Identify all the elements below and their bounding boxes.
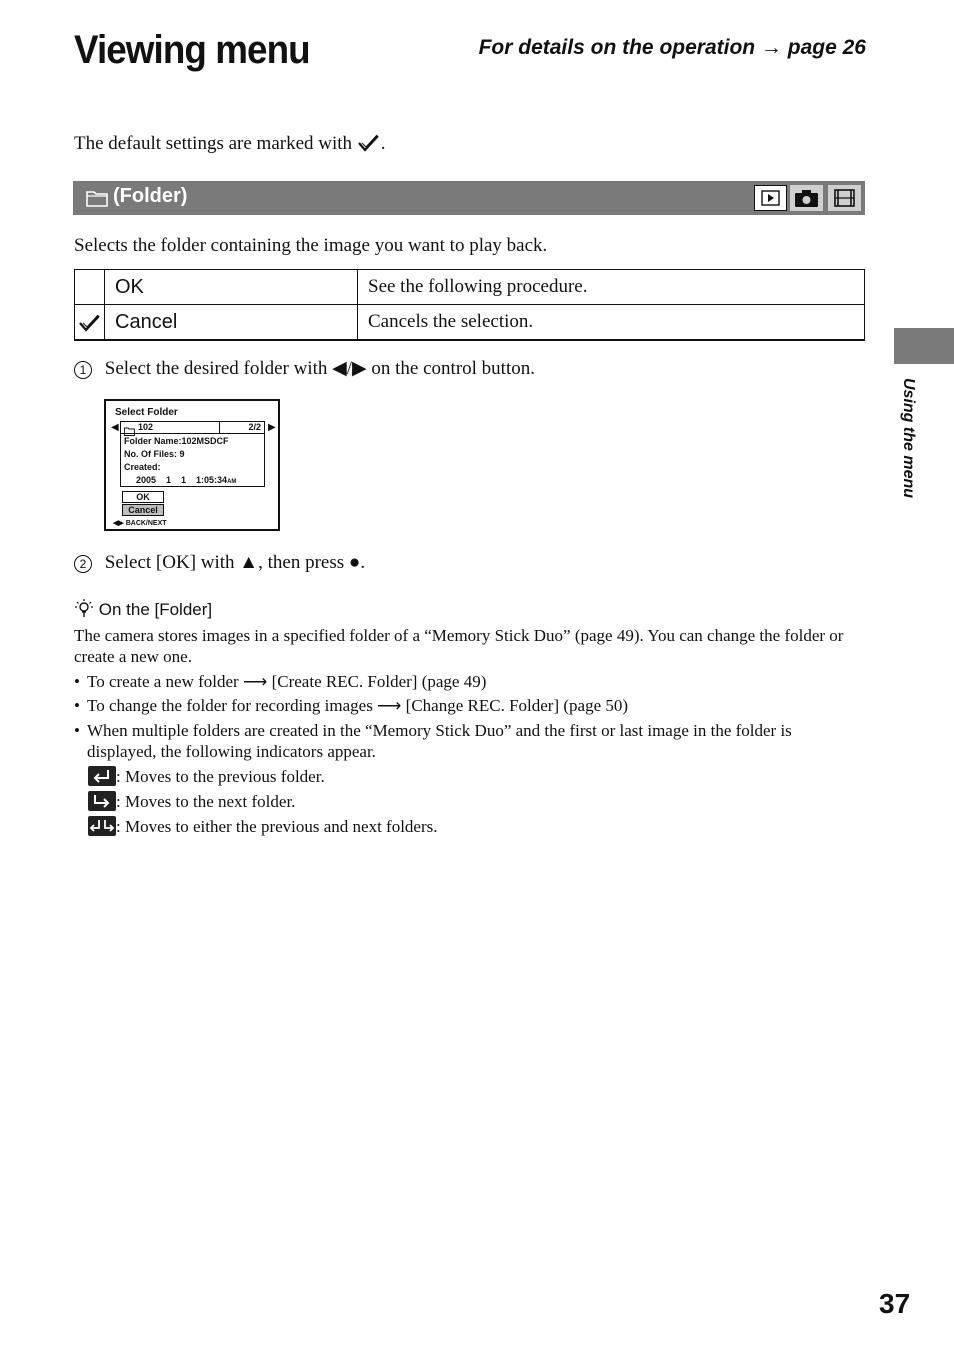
screen-ok-button: OK <box>122 491 164 503</box>
created-label: Created: <box>124 462 161 472</box>
check-icon <box>357 133 381 159</box>
screen-cancel-button: Cancel <box>122 504 164 516</box>
tip-bullet: • To change the folder for recording images ⟶ [Change REC. Folder] (page 50) <box>74 696 629 715</box>
folder-row <box>121 422 264 434</box>
camera-screen-illustration <box>104 399 280 531</box>
options-table <box>74 269 865 341</box>
default-marker-cell <box>75 270 105 305</box>
folder-number: 102 <box>138 422 154 432</box>
default-marker-cell <box>75 305 105 341</box>
left-arrow-icon: ◀ <box>111 422 119 433</box>
file-count: No. Of Files: 9 <box>124 449 185 459</box>
step-number: 1 <box>74 361 92 379</box>
prev-folder-icon <box>88 766 116 786</box>
movie-mode-icon <box>828 185 861 211</box>
section-header-bar <box>73 181 865 215</box>
camera-mode-icon <box>790 185 823 211</box>
side-tab-marker <box>894 328 954 364</box>
prev-next-folder-icon <box>88 816 116 836</box>
screen-nav-hint: ◀▶ BACK/NEXT <box>113 520 167 527</box>
next-folder-icon <box>88 791 116 811</box>
playback-mode-icon <box>754 185 787 211</box>
tip-heading: On the [Folder] <box>74 598 212 623</box>
created-date: 2005 1 1 1:05:34AM <box>136 475 237 485</box>
tip-bullet: • To create a new folder ⟶ [Create REC. Folder] (page 49) <box>74 672 487 691</box>
page-number: 37 <box>879 1288 911 1319</box>
table-row <box>75 270 865 305</box>
option-description: See the following procedure. <box>358 270 865 305</box>
indicator-row: : Moves to the next folder. <box>88 791 295 812</box>
section-description: Selects the folder containing the image you want to play back. <box>74 235 548 256</box>
tip-bullet: • When multiple folders are created in the “Memory Stick Duo” and the first or last image in the folder is displayed, the following indicators appear. <box>74 721 792 761</box>
right-arrow-icon: ▶ <box>268 422 276 433</box>
indicator-row: : Moves to the previous folder. <box>88 766 325 787</box>
step-text: Select [OK] with ▲, then press ●. <box>104 552 366 573</box>
option-description: Cancels the selection. <box>358 305 865 341</box>
folder-page: 2/2 <box>248 422 261 432</box>
default-settings-note: The default settings are marked with . <box>74 133 386 159</box>
tip-paragraph: The camera stores images in a specified folder of a “Memory Stick Duo” (page 49). You can change the folder or create a new one. <box>74 626 844 666</box>
folder-name: Folder Name:102MSDCF <box>124 436 229 446</box>
step-1 <box>74 357 535 380</box>
screen-title: Select Folder <box>115 407 178 418</box>
section-title: (Folder) <box>113 185 188 207</box>
step-2 <box>74 552 365 574</box>
check-icon <box>78 311 102 332</box>
option-label: Cancel <box>105 305 358 341</box>
indicator-row: : Moves to either the previous and next folders. <box>88 816 438 837</box>
option-label: OK <box>105 270 358 305</box>
step-number: 2 <box>74 555 92 573</box>
folder-icon <box>86 189 108 212</box>
page-title: Viewing menu <box>74 28 310 72</box>
table-row <box>75 305 865 341</box>
details-reference: For details on the operation → page 26 <box>478 36 866 59</box>
folder-info-box <box>120 421 265 487</box>
side-tab-label: Using the menu <box>900 378 917 499</box>
step-text: Select the desired folder with ◀/▶ on the control button. <box>104 358 535 379</box>
lightbulb-icon <box>74 598 94 623</box>
